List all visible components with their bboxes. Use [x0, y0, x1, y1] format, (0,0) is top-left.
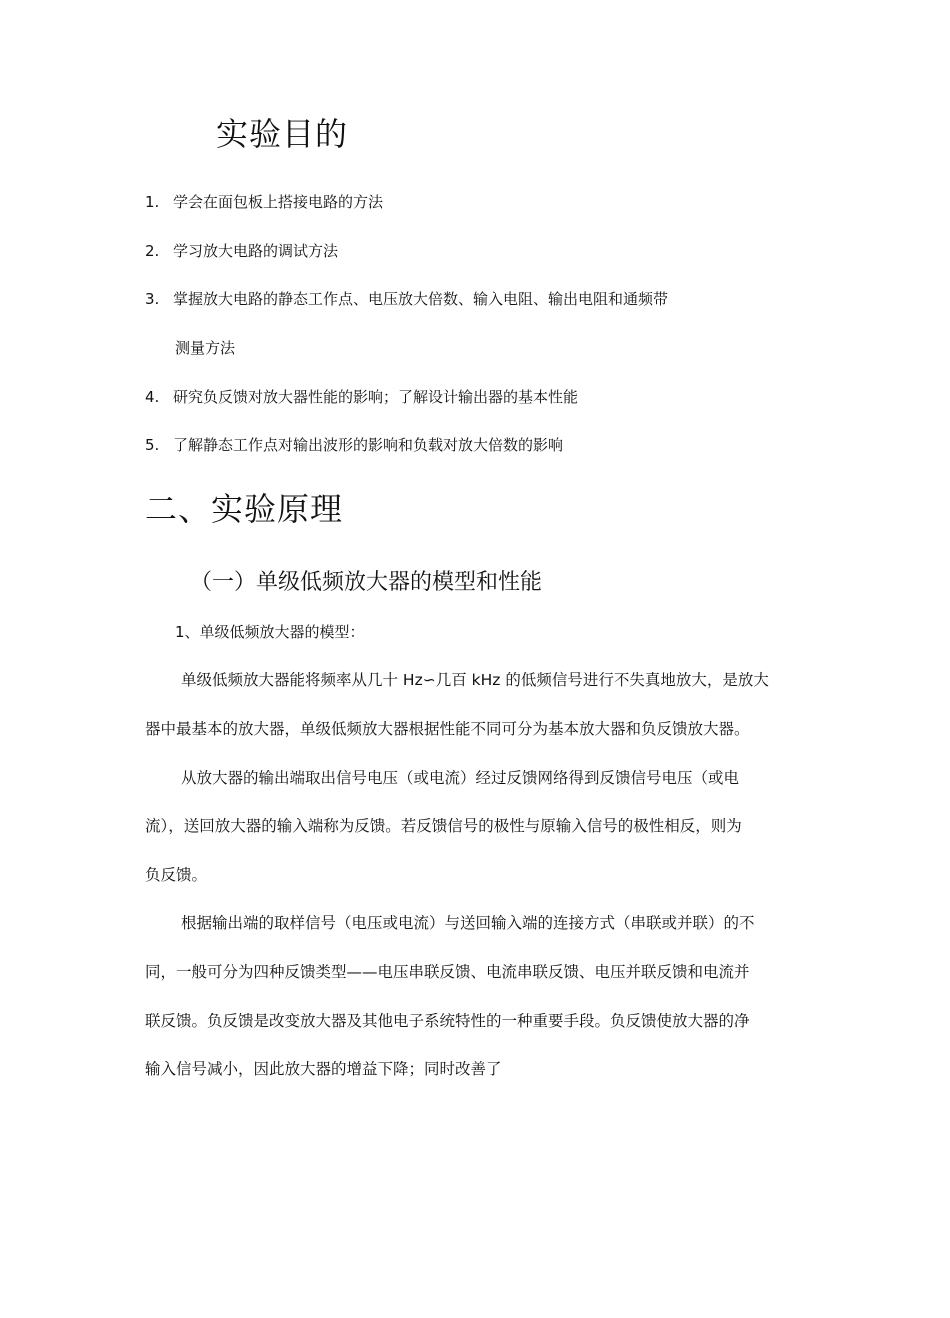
list-item-continuation: 测量方法	[175, 339, 236, 357]
list-item	[145, 288, 668, 310]
list-text: 研究负反馈对放大器性能的影响；了解设计输出器的基本性能	[173, 388, 579, 406]
paragraph-line: 器中最基本的放大器，单级低频放大器根据性能不同可分为基本放大器和负反馈放大器。	[145, 720, 750, 738]
list-text: 掌握放大电路的静态工作点、电压放大倍数、输入电阻、输出电阻和通频带	[173, 290, 669, 308]
list-item	[145, 434, 563, 456]
list-text: 学习放大电路的调试方法	[173, 242, 339, 260]
paragraph-line: 负反馈。	[145, 866, 208, 884]
paragraph-line: 联反馈。负反馈是改变放大器及其他电子系统特性的一种重要手段。负反馈使放大器的净	[145, 1012, 750, 1030]
paragraph-line: 流），送回放大器的输入端称为反馈。若反馈信号的极性与原输入信号的极性相反，则为	[145, 817, 742, 835]
list-item	[145, 386, 578, 408]
section-title-purpose: 实验目的	[216, 115, 349, 153]
list-item	[145, 191, 383, 213]
paragraph-line: 同，一般可分为四种反馈类型——电压串联反馈、电流串联反馈、电压并联反馈和电流并	[145, 963, 750, 981]
list-item	[145, 240, 338, 262]
list-number: 1.	[145, 193, 160, 211]
section-title-principle: 二、实验原理	[145, 490, 344, 528]
list-text: 学会在面包板上搭接电路的方法	[173, 193, 384, 211]
list-number: 5.	[145, 436, 160, 454]
list-number: 2.	[145, 242, 160, 260]
subsection-title: （一）单级低频放大器的模型和性能	[190, 570, 543, 595]
paragraph-line: 从放大器的输出端取出信号电压（或电流）经过反馈网络得到反馈信号电压（或电	[181, 769, 740, 787]
list-number: 3.	[145, 290, 160, 308]
list-number: 4.	[145, 388, 160, 406]
list-text: 了解静态工作点对输出波形的影响和负载对放大倍数的影响	[173, 436, 564, 454]
paragraph-line: 单级低频放大器能将频率从几十 Hz∽几百 kHz 的低频信号进行不失真地放大，是放大	[181, 671, 769, 689]
sub-heading: 1、单级低频放大器的模型：	[175, 623, 365, 641]
paragraph-line: 输入信号减小，因此放大器的增益下降；同时改善了	[145, 1060, 502, 1078]
paragraph-line: 根据输出端的取样信号（电压或电流）与送回输入端的连接方式（串联或并联）的不	[181, 914, 755, 932]
